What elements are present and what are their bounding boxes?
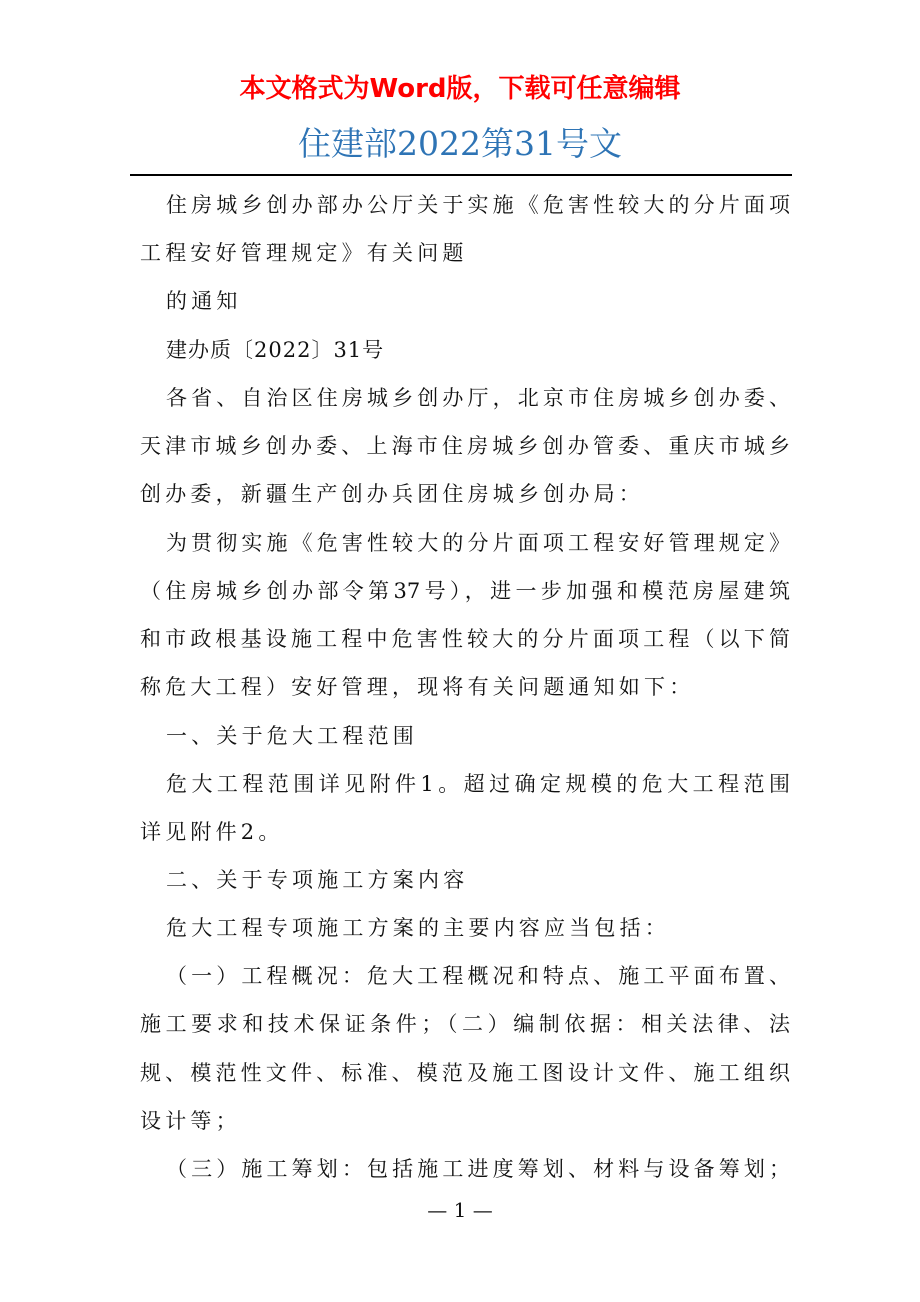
word-format-banner: 本文格式为Word版，下载可任意编辑 — [239, 74, 681, 104]
body-line: 设计等； — [140, 1109, 241, 1133]
body-line: （三）施工筹划：包括施工进度筹划、材料与设备筹划； — [166, 1157, 790, 1181]
body-line: 创办委，新疆生产创办兵团住房城乡创办局： — [140, 482, 644, 506]
body-line: 为贯彻实施《危害性较大的分片面项工程安好管理规定》 — [166, 531, 790, 555]
document-title: 住建部2022第31号文 — [298, 124, 622, 163]
section-heading: 二、关于专项施工方案内容 — [166, 868, 469, 892]
body-line: 的通知 — [166, 289, 242, 313]
title-divider — [130, 174, 792, 176]
body-line: 规、模范性文件、标准、模范及施工图设计文件、施工组织 — [140, 1061, 790, 1085]
body-line: 称危大工程）安好管理，现将有关问题通知如下： — [140, 675, 695, 699]
body-line: 危大工程专项施工方案的主要内容应当包括： — [166, 916, 670, 940]
body-line: 施工要求和技术保证条件；（二）编制依据：相关法律、法 — [140, 1012, 790, 1036]
body-line: 天津市城乡创办委、上海市住房城乡创办管委、重庆市城乡 — [140, 434, 790, 458]
section-heading: 一、关于危大工程范围 — [166, 724, 418, 748]
body-line: （一）工程概况：危大工程概况和特点、施工平面布置、 — [166, 964, 790, 988]
body-line: 住房城乡创办部办公厅关于实施《危害性较大的分片面项 — [166, 193, 790, 217]
body-line: 详见附件2。 — [140, 820, 284, 844]
doc-number: 建办质〔2022〕31号 — [166, 338, 385, 362]
body-line: 危大工程范围详见附件1。超过确定规模的危大工程范围 — [166, 772, 790, 796]
body-line: 各省、自治区住房城乡创办厅，北京市住房城乡创办委、 — [166, 386, 790, 410]
page-number: — 1 — — [427, 1198, 493, 1222]
body-line: 和市政根基设施工程中危害性较大的分片面项工程（以下简 — [140, 627, 790, 651]
body-line: （住房城乡创办部令第37号），进一步加强和模范房屋建筑 — [140, 579, 790, 603]
body-line: 工程安好管理规定》有关问题 — [140, 241, 468, 265]
